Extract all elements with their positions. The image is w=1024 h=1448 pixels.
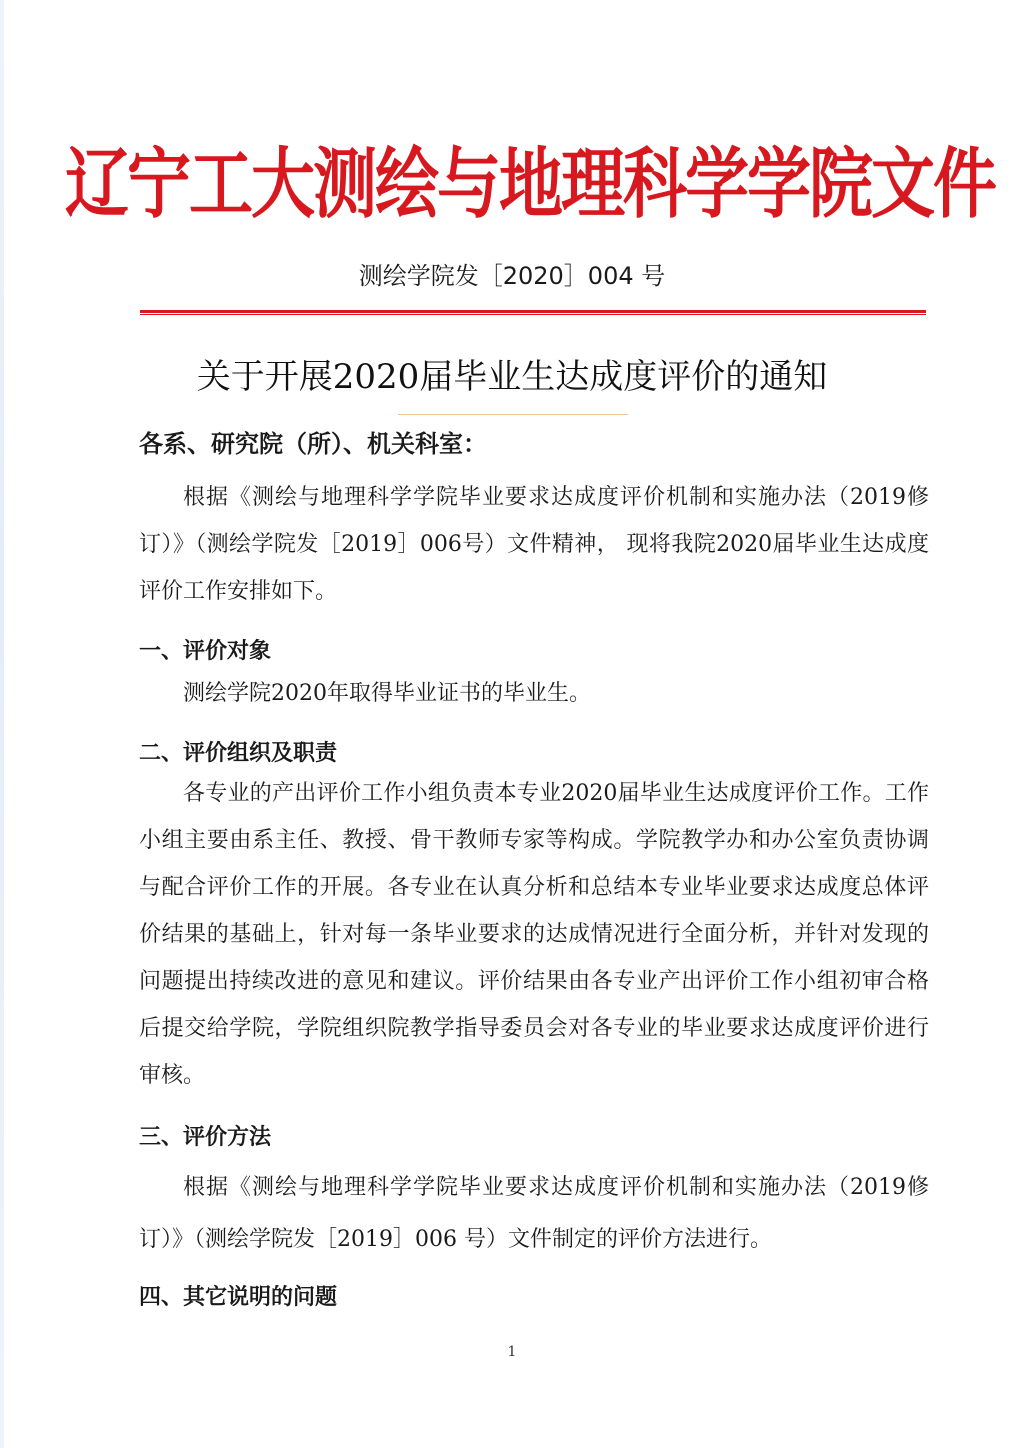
section-heading-1: 一、评价对象 [139,639,272,664]
intro-paragraph: 根据《测绘与地理科学学院毕业要求达成度评价机制和实施办法（2019修订）》（测绘学院发［2019］006号）文件精神， 现将我院2020届毕业生达成度评价工作安排如下。 [139,485,929,604]
page-number: 1 [507,1344,517,1360]
red-divider-line [140,310,926,315]
salutation: 各系、研究院（所）、机关科室： [139,430,487,458]
document-number: 测绘学院发［2020］004 号 [358,262,666,290]
section-body-3: 根据《测绘与地理科学学院毕业要求达成度评价机制和实施办法（2019修订）》（测绘学院发［2019］006 号）文件制定的评价方法进行。 [139,1175,929,1252]
section-heading-2: 二、评价组织及职责 [139,741,338,766]
masthead-title: 辽宁工大测绘与地理科学学院文件 [65,140,995,230]
section-heading-4: 四、其它说明的问题 [139,1285,338,1310]
section-heading-3: 三、评价方法 [139,1125,272,1150]
section-body-2: 各专业的产出评价工作小组负责本专业2020届毕业生达成度评价工作。工作小组主要由系主任、教授、骨干教师专家等构成。学院教学办和办公室负责协调与配合评价工作的开展。各专业在认真分析和总结本专业毕业要求达成度总体评价结果的基础上，针对每一条毕业要求的达成情况进行全面分析，并针对发现的问题提出持续改进的意见和建议。评价结果由各专业产出评价工作小组初审合格后提交给学院，学院组织院教学指导委员会对各专业的毕业要求达成度评价进行审核。 [139,781,929,1088]
notice-title: 关于开展2020届毕业生达成度评价的通知 [196,357,828,397]
title-underline-mark [398,414,628,415]
scan-edge [0,0,4,1448]
section-body-1: 测绘学院2020年取得毕业证书的毕业生。 [183,681,591,706]
